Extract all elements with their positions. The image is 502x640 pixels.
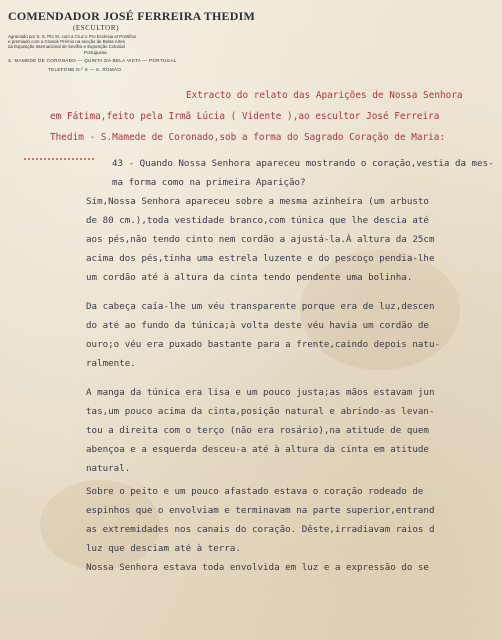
document-body xyxy=(86,154,498,577)
answer-line: um cordão até à altura da cinta tendo pendente uma bolinha. xyxy=(86,272,413,283)
paragraph-line: abençoa e a esquerda desceu-a até à altura da cinta em atitude xyxy=(86,444,429,455)
paragraph-line: Da cabeça caía-lhe um véu transparente porque era de luz,descen xyxy=(86,301,435,312)
document-title xyxy=(50,90,498,144)
paragraph-line: tas,um pouco acima da cinta,posição natural e abrindo-as levan- xyxy=(86,406,435,417)
paragraph-line: A manga da túnica era lisa e um pouco justa;as mãos estavam jun xyxy=(86,387,435,398)
credentials-line: Portuguesa. xyxy=(84,49,108,55)
question-line: 43 - Quando Nossa Senhora apareceu mostrando o coração,vestia da mes- xyxy=(112,158,494,169)
letterhead xyxy=(8,9,256,72)
letterhead-phone: TELEFONE N.º 6 — S. ROMÃO xyxy=(48,66,122,72)
letterhead-address: S. MAMEDE DE CORONADO — QUINTA DA BELA VISTA — PORTUGAL xyxy=(8,57,177,63)
dotted-margin-mark xyxy=(24,158,94,160)
paragraph-line: espinhos que o envolviam e terminavam na parte superior,entrand xyxy=(86,505,435,516)
title-line: em Fátima,feito pela Irmã Lúcia ( Vidente ),ao escultor José Ferreira xyxy=(50,111,440,122)
paragraph-line: natural. xyxy=(86,463,131,474)
title-line: Thedim - S.Mamede de Coronado,sob a forma do Sagrado Coração de Maria: xyxy=(50,132,446,143)
answer-line: acima dos pés,tinha uma estrela luzente e do pescoço pendia-lhe xyxy=(86,253,435,264)
paragraph-line: as extremidades nos canais do coração. Dêste,irradiavam raios d xyxy=(86,524,435,535)
credentials-line: Agraciado por S. S. Pio XI, com a Cruz e Pro Ecclesia et Pontifice xyxy=(8,34,137,39)
paragraph-line: ouro;o véu era puxado bastante para a frente,caindo depois natu- xyxy=(86,339,441,350)
credentials-line: e premiado com a Grande Prémio na secção de Belas Artes xyxy=(8,39,125,45)
question-line: ma forma como na primeira Aparição? xyxy=(112,177,306,188)
title-line: Extracto do relato das Aparições de Nossa Senhora xyxy=(186,90,463,101)
paragraph-line: tou a direita com o terço (não era rosário),na atitude de quem xyxy=(86,425,429,436)
paragraph-line: ralmente. xyxy=(86,358,136,369)
paragraph-line: do até ao fundo da túnica;à volta deste véu havia um cordão de xyxy=(86,320,429,331)
answer-line: Sim,Nossa Senhora apareceu sobre a mesma azinheira (um arbusto xyxy=(86,196,429,207)
answer-line: aos pés,não tendo cinto nem cordão a ajustá-la.À altura da 25cm xyxy=(86,234,435,245)
paragraph-line: Sobre o peito e um pouco afastado estava o coração rodeado de xyxy=(86,486,424,497)
paragraph-line: Nossa Senhora estava toda envolvida em luz e a expressão do se xyxy=(86,562,429,573)
letterhead-profession: (ESCULTOR) xyxy=(72,24,120,32)
letterhead-credentials xyxy=(8,34,184,55)
answer-line: de 80 cm.),toda vestidade branco,com túnica que lhe descia até xyxy=(86,215,429,226)
credentials-line: da Exposição Internacional de Sevilha e Exposição Colonial xyxy=(8,44,125,50)
letterhead-name: COMENDADOR JOSÉ FERREIRA THEDIM xyxy=(8,9,256,23)
paragraph-line: luz que desciam até à terra. xyxy=(86,543,241,554)
